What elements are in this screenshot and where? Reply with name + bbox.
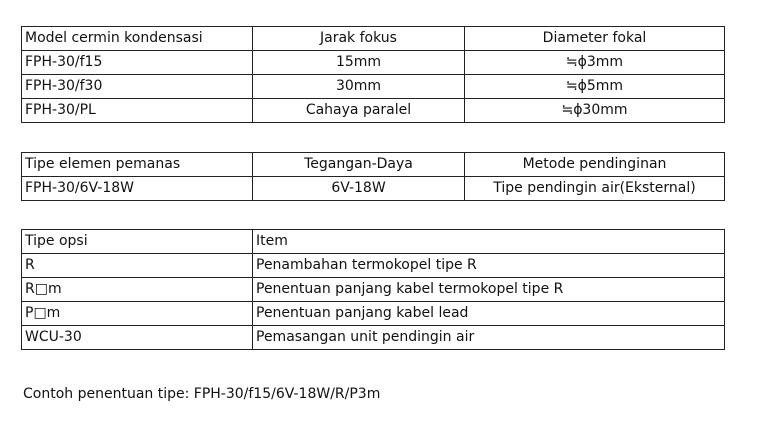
table-cell: WCU-30 xyxy=(22,326,253,350)
table-cell: Penentuan panjang kabel lead xyxy=(253,302,725,326)
table-cell: P□m xyxy=(22,302,253,326)
table-cell: Tipe pendingin air(Eksternal) xyxy=(465,177,725,201)
table-cell: ≒ϕ3mm xyxy=(465,51,725,75)
table-header-row xyxy=(22,230,725,254)
table-cell: Cahaya paralel xyxy=(253,99,465,123)
table-cell: FPH-30/6V-18W xyxy=(22,177,253,201)
table-cell: Penambahan termokopel tipe R xyxy=(253,254,725,278)
table-cell: FPH-30/f30 xyxy=(22,75,253,99)
table-cell: 15mm xyxy=(253,51,465,75)
table-header-row xyxy=(22,27,725,51)
header-cell: Model cermin kondensasi xyxy=(22,27,253,51)
table-cell: 6V-18W xyxy=(253,177,465,201)
table-cell: 30mm xyxy=(253,75,465,99)
header-cell: Jarak fokus xyxy=(253,27,465,51)
table-cell: FPH-30/f15 xyxy=(22,51,253,75)
table-row xyxy=(22,177,725,201)
table-row xyxy=(22,302,725,326)
header-cell: Diameter fokal xyxy=(465,27,725,51)
header-cell: Metode pendinginan xyxy=(465,153,725,177)
table-cell: R□m xyxy=(22,278,253,302)
header-cell: Tegangan-Daya xyxy=(253,153,465,177)
table-row xyxy=(22,254,725,278)
condensing-mirror-table xyxy=(21,26,725,123)
header-cell: Tipe opsi xyxy=(22,230,253,254)
table-cell: ≒ϕ30mm xyxy=(465,99,725,123)
table-row xyxy=(22,51,725,75)
option-type-table xyxy=(21,229,725,350)
table-cell: Pemasangan unit pendingin air xyxy=(253,326,725,350)
heating-element-table xyxy=(21,152,725,201)
header-cell: Item xyxy=(253,230,725,254)
table-row xyxy=(22,326,725,350)
table-header-row xyxy=(22,153,725,177)
table-row xyxy=(22,278,725,302)
table-cell: FPH-30/PL xyxy=(22,99,253,123)
header-cell: Tipe elemen pemanas xyxy=(22,153,253,177)
table-cell: R xyxy=(22,254,253,278)
type-example-text: Contoh penentuan tipe: FPH-30/f15/6V-18W/R/P3m xyxy=(23,386,381,402)
table-row xyxy=(22,99,725,123)
table-cell: Penentuan panjang kabel termokopel tipe R xyxy=(253,278,725,302)
table-row xyxy=(22,75,725,99)
table-cell: ≒ϕ5mm xyxy=(465,75,725,99)
